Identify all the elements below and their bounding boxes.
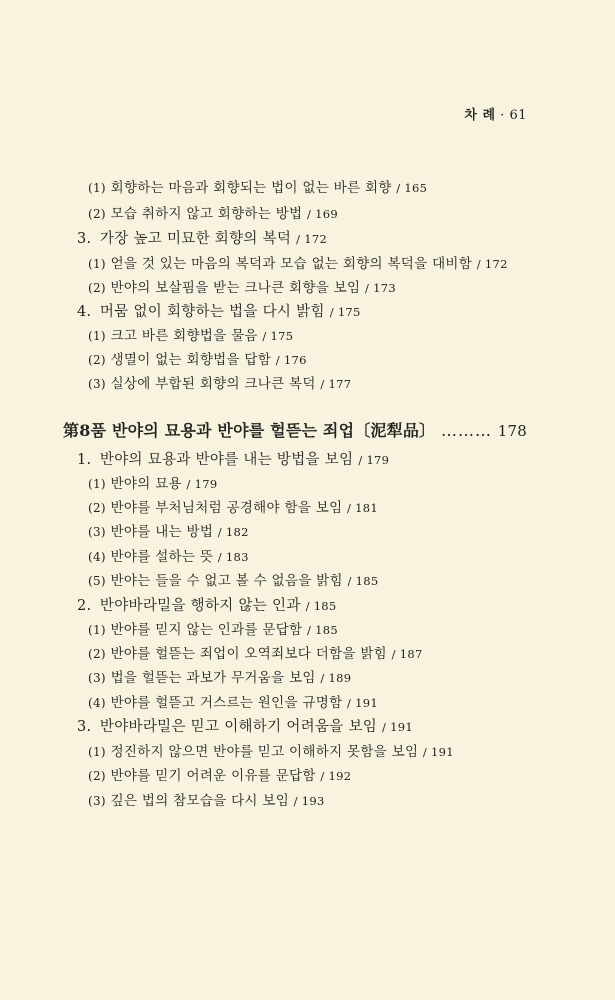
entry-title: 반야를 믿지 않는 인과를 문답함 <box>110 622 303 638</box>
entry-number: (1) <box>88 745 106 759</box>
entry-page: / 172 <box>296 232 328 246</box>
entry-number: (1) <box>88 477 106 491</box>
entry-title: 깊은 법의 참모습을 다시 보임 <box>110 793 290 809</box>
toc-entry <box>77 227 327 248</box>
entry-title: 반야는 들을 수 없고 볼 수 없음을 밝힘 <box>110 573 343 589</box>
toc-entry <box>88 545 249 565</box>
toc-entry <box>88 176 427 196</box>
chapter-leader-dots: ……… <box>441 421 493 440</box>
entry-title: 반야바라밀은 믿고 이해하기 어려움을 보임 <box>99 719 378 735</box>
entry-page: / 185 <box>307 623 338 637</box>
entry-number: (1) <box>88 257 106 271</box>
entry-number: (2) <box>88 281 106 295</box>
entry-title: 가장 높고 미묘한 회향의 복덕 <box>99 231 292 247</box>
chapter-title: 第8품 반야의 묘용과 반야를 헐뜯는 죄업〔泥犁品〕 <box>63 421 436 440</box>
entry-number: (1) <box>88 329 106 343</box>
entry-title: 크고 바른 회향법을 물음 <box>110 328 258 344</box>
entry-number: (1) <box>88 181 106 195</box>
entry-number: (3) <box>88 377 106 391</box>
toc-entry <box>88 496 378 516</box>
entry-title: 법을 헐뜯는 과보가 무거움을 보임 <box>110 670 316 686</box>
entry-title: 반야의 묘용과 반야를 내는 방법을 보임 <box>99 452 354 468</box>
entry-number: (2) <box>88 353 106 367</box>
toc-entry <box>88 691 378 711</box>
entry-number: 3. <box>77 719 92 735</box>
entry-title: 반야를 내는 방법 <box>110 524 214 540</box>
entry-title: 반야의 묘용 <box>110 476 182 492</box>
toc-entry <box>77 300 361 321</box>
entry-title: 실상에 부합된 회향의 크나큰 복덕 <box>110 376 316 392</box>
toc-entry <box>88 642 423 662</box>
toc-entry <box>77 594 337 615</box>
entry-page: / 182 <box>217 525 249 539</box>
entry-number: 3. <box>77 231 92 247</box>
entry-number: (3) <box>88 794 106 808</box>
toc-entry <box>88 276 396 296</box>
entry-number: 1. <box>77 452 92 468</box>
entry-number: (2) <box>88 769 106 783</box>
entry-page: / 173 <box>364 281 396 295</box>
entry-title: 정진하지 않으면 반야를 믿고 이해하지 못함을 보임 <box>110 744 419 760</box>
toc-entry <box>88 252 508 272</box>
toc-entry <box>77 448 389 469</box>
entry-title: 반야바라밀을 행하지 않는 인과 <box>99 598 301 614</box>
header-separator: · <box>500 108 505 123</box>
entry-page: / 193 <box>293 794 325 808</box>
entry-page: / 191 <box>382 720 413 734</box>
entry-page: / 176 <box>275 353 307 367</box>
entry-number: (4) <box>88 696 106 710</box>
entry-title: 생멸이 없는 회향법을 답함 <box>110 352 272 368</box>
entry-title: 반야를 헐뜯는 죄업이 오역죄보다 더함을 밝힘 <box>110 646 388 662</box>
toc-entry <box>88 618 338 638</box>
entry-page: / 181 <box>347 501 378 515</box>
entry-page: / 189 <box>320 671 352 685</box>
entry-page: / 191 <box>347 696 378 710</box>
header-label: 차 례 <box>464 108 496 123</box>
entry-number: 2. <box>77 598 92 614</box>
entry-page: / 172 <box>476 257 508 271</box>
entry-number: (1) <box>88 623 106 637</box>
running-header <box>464 104 527 123</box>
entry-number: (4) <box>88 550 106 564</box>
entry-page: / 165 <box>396 181 428 195</box>
entry-title: 반야를 믿기 어려운 이유를 문답함 <box>110 768 316 784</box>
entry-title: 머뭄 없이 회향하는 법을 다시 밝힘 <box>99 304 325 320</box>
entry-number: (2) <box>88 647 106 661</box>
toc-entry <box>88 472 217 492</box>
entry-number: (5) <box>88 574 106 588</box>
toc-entry <box>88 666 351 686</box>
entry-page: / 175 <box>329 305 361 319</box>
entry-title: 회향하는 마음과 회향되는 법이 없는 바른 회향 <box>110 180 392 196</box>
toc-entry <box>88 740 454 760</box>
toc-entry <box>88 372 351 392</box>
entry-title: 반야를 부처님처럼 공경해야 함을 보임 <box>110 500 343 516</box>
header-page-number: 61 <box>509 108 527 123</box>
entry-number: (2) <box>88 207 106 221</box>
toc-entry <box>88 348 307 368</box>
entry-title: 반야의 보살핌을 받는 크나큰 회향을 보임 <box>110 280 361 296</box>
chapter-heading <box>63 418 527 441</box>
entry-page: / 192 <box>320 769 352 783</box>
entry-number: (2) <box>88 501 106 515</box>
toc-entry <box>88 569 378 589</box>
toc-entry <box>88 764 351 784</box>
entry-page: / 191 <box>422 745 454 759</box>
entry-page: / 187 <box>391 647 423 661</box>
toc-entry <box>88 324 293 344</box>
toc-entry <box>88 202 338 222</box>
toc-entry <box>88 789 325 809</box>
entry-page: / 179 <box>186 477 218 491</box>
entry-number: 4. <box>77 304 92 320</box>
entry-page: / 185 <box>347 574 379 588</box>
chapter-page: 178 <box>497 422 528 440</box>
entry-page: / 175 <box>262 329 294 343</box>
entry-title: 모습 취하지 않고 회향하는 방법 <box>110 206 303 222</box>
entry-page: / 169 <box>307 207 338 221</box>
entry-page: / 179 <box>358 453 390 467</box>
entry-number: (3) <box>88 525 106 539</box>
entry-page: / 177 <box>320 377 352 391</box>
entry-title: 반야를 설하는 뜻 <box>110 549 214 565</box>
entry-title: 얻을 것 있는 마음의 복덕과 모습 없는 회향의 복덕을 대비함 <box>110 256 473 272</box>
entry-page: / 185 <box>305 599 337 613</box>
toc-entry <box>88 520 249 540</box>
entry-title: 반야를 헐뜯고 거스르는 원인을 규명함 <box>110 695 343 711</box>
entry-number: (3) <box>88 671 106 685</box>
entry-page: / 183 <box>217 550 249 564</box>
toc-entry <box>77 715 413 736</box>
